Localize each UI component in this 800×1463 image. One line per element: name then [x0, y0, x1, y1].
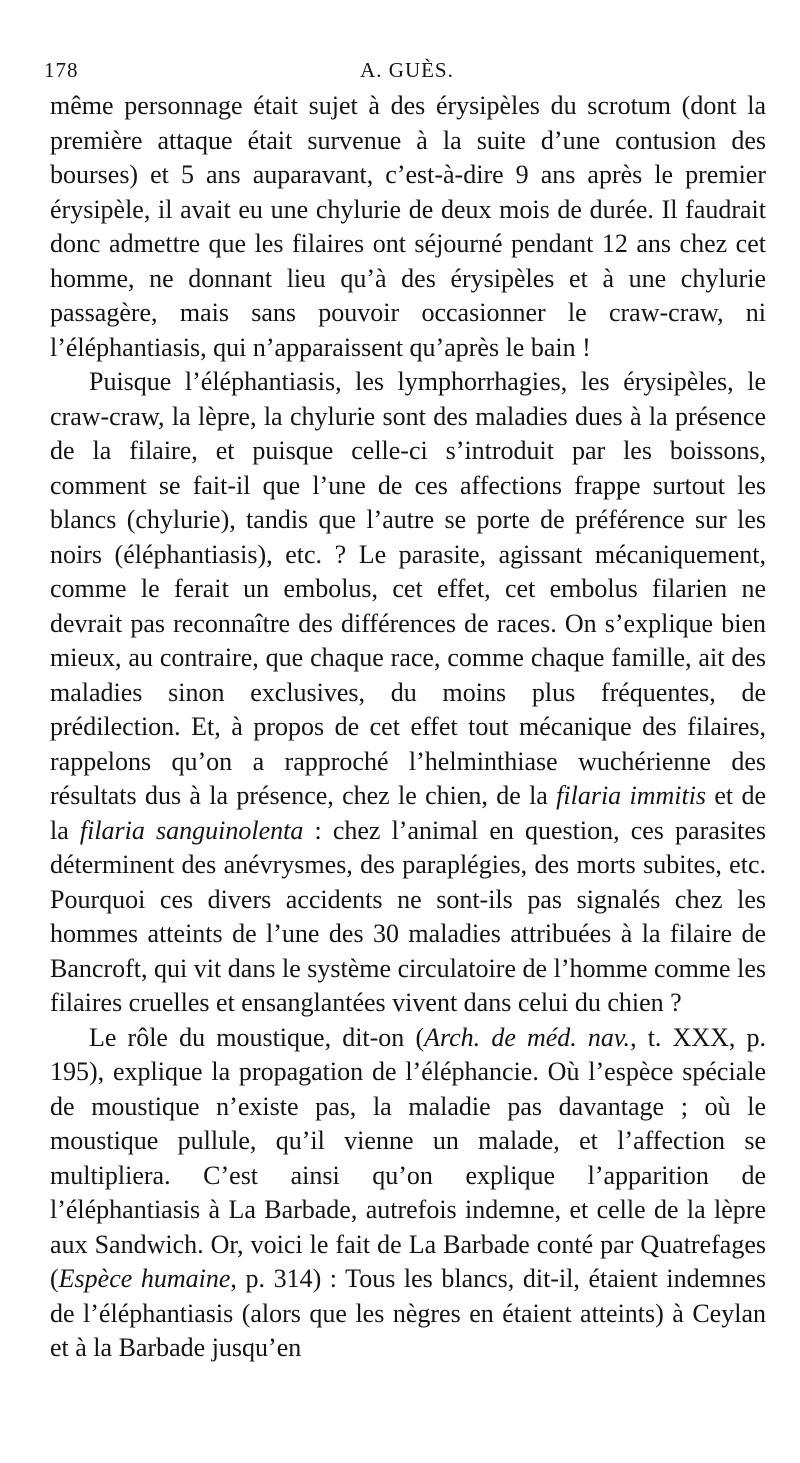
italic-species-name: filaria sanguinolenta — [79, 815, 304, 845]
italic-citation: Espèce humaine — [58, 1264, 231, 1293]
page-number: 178 — [44, 58, 79, 82]
text-run: , t. XXX, p. 195), explique la propagation de l’éléphancie. Où l’espèce spéciale de moustique n’existe pas, la maladie pas davantage ; où le moustique pullule, qu’il vienne un malade, et l’affection se multipliera. C’est ainsi qu’on explique l’apparition de l’éléphantiasis à La Barbade, autrefois indemne, et celle de la lèpre aux Sandwich. Or, voici le fait de La Barbade conté par Quatrefages ( — [50, 1022, 767, 1293]
text-run: et de la — [50, 781, 766, 845]
text-run: : chez l’animal en question, ces parasites déterminent des anévrysmes, des paraplégies, des morts subites, etc. Pourquoi ces divers accidents ne sont-ils pas signalés chez les hommes atteints de l’une des 30 maladies attribuées à la filaire de Bancroft, qui vit dans le système circulatoire de l’homme comme les filaires cruelles et ensanglantées vivent dans celui du chien ? — [50, 815, 766, 1017]
paragraph-mosquito — [50, 1021, 766, 1366]
text-run: même personnage était sujet à des érysipèles du scrotum (dont la première attaque était survenue à la suite d’une contusion des bourses) et 5 ans auparavant, c’est-à-dire 9 ans après le premier érysipèle, il avait eu une chylurie de deux mois de durée. Il faudrait donc admettre que les filaires ont séjourné pendant 12 ans chez cet homme, ne donnant lieu qu’à des érysipèles et à une chylurie passagère, mais sans pouvoir occasionner le craw-craw, ni l’éléphantiasis, qui n’apparaissent qu’après le bain ! — [50, 91, 766, 362]
running-head: A. GUÈS. — [360, 58, 454, 82]
paragraph-continuation — [50, 89, 766, 365]
paragraph-filaria — [50, 365, 766, 1021]
text-run: Puisque l’éléphantiasis, les lymphorrhagies, les érysipèles, le craw-craw, la lèpre, la chylurie sont des maladies dues à la présence de la filaire, et puisque celle-ci s’introduit par les boissons, comment se fait-il que l’une de ces affections frappe surtout les blancs (chylurie), tandis que l’autre se porte de préférence sur les noirs (éléphantiasis), etc. ? Le parasite, agissant mécaniquement, comme le ferait un embolus, cet effet, cet embolus filarien ne devrait pas reconnaître des différences de races. On s’explique bien mieux, au contraire, que chaque race, comme chaque famille, ait des maladies sinon exclusives, du moins plus fréquentes, de prédilection. Et, à propos de cet effet tout mécanique des filaires, rappelons qu’on a rapproché l’helminthiase wuchérienne des résultats dus à la présence, chez le chien, de la — [50, 367, 766, 810]
italic-citation: Arch. de méd. nav. — [424, 1022, 631, 1052]
body-text — [50, 89, 766, 1366]
text-run: , p. 314) : Tous les blancs, dit-il, étaient indemnes de l’éléphantiasis (alors que les nègres en étaient atteints) à Ceylan et à la Barbade jusqu’en — [50, 1264, 767, 1362]
page-header — [44, 58, 770, 90]
text-run: Le rôle du moustique, dit-on ( — [89, 1022, 425, 1052]
italic-species-name: filaria immitis — [556, 781, 707, 810]
